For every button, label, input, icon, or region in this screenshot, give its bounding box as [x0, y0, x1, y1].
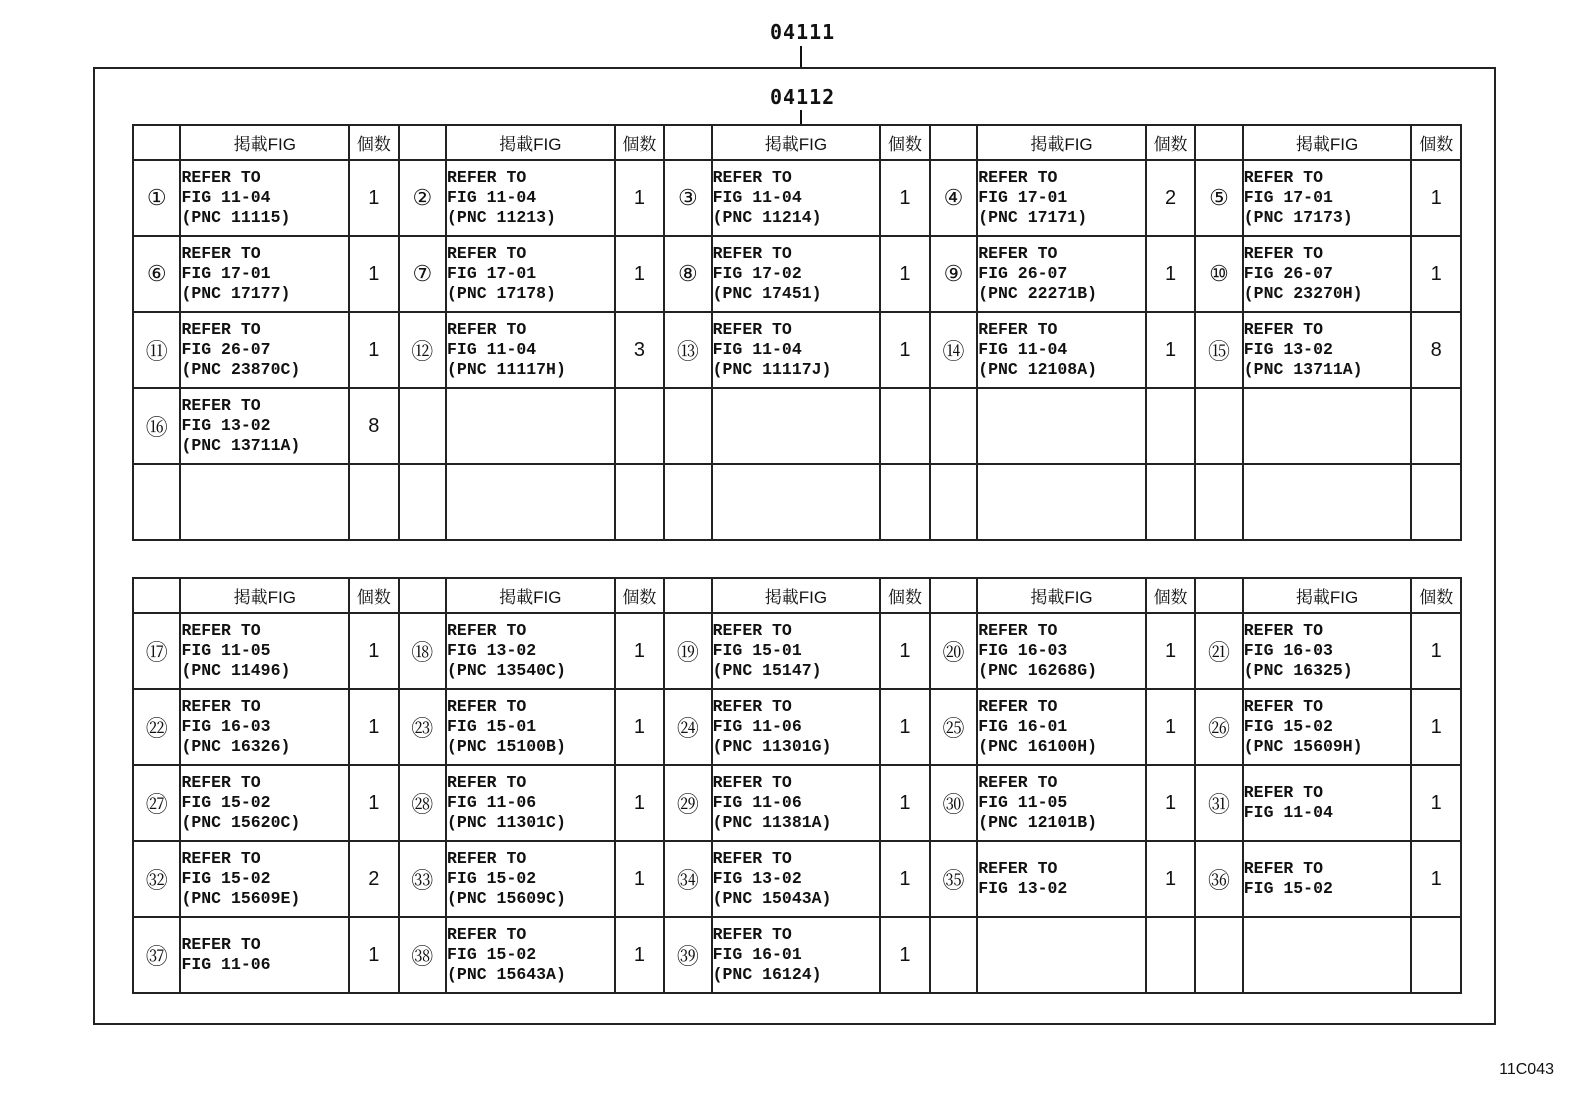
header-number-cell	[930, 578, 977, 613]
fig-reference	[977, 464, 1146, 540]
quantity: 1	[880, 236, 929, 312]
quantity: 1	[1146, 841, 1195, 917]
header-number-cell	[930, 125, 977, 160]
quantity	[880, 464, 929, 540]
parts-table-bottom	[132, 577, 1462, 994]
fig-reference: REFER TO FIG 17-01 (PNC 17171)	[977, 160, 1146, 236]
item-number: ⑯	[133, 388, 180, 464]
fig-reference	[446, 464, 615, 540]
header-number-cell	[1195, 578, 1242, 613]
item-number	[930, 917, 977, 993]
fig-reference	[446, 388, 615, 464]
fig-reference: REFER TO FIG 13-02 (PNC 13540C)	[446, 613, 615, 689]
header-qty: 個数	[1146, 578, 1195, 613]
item-number: ㉝	[399, 841, 446, 917]
fig-reference: REFER TO FIG 17-02 (PNC 17451)	[712, 236, 881, 312]
item-number: ㉒	[133, 689, 180, 765]
table-row	[133, 689, 1461, 765]
item-number	[1195, 388, 1242, 464]
fig-reference	[712, 464, 881, 540]
fig-reference: REFER TO FIG 15-01 (PNC 15100B)	[446, 689, 615, 765]
fig-reference: REFER TO FIG 11-04	[1243, 765, 1412, 841]
fig-reference: REFER TO FIG 15-02 (PNC 15609E)	[180, 841, 349, 917]
item-number: ㉗	[133, 765, 180, 841]
quantity: 1	[349, 160, 398, 236]
item-number: ⑲	[664, 613, 711, 689]
quantity: 2	[1146, 160, 1195, 236]
quantity	[1411, 388, 1461, 464]
header-number-cell	[664, 578, 711, 613]
item-number	[930, 388, 977, 464]
quantity: 1	[1411, 613, 1461, 689]
quantity: 1	[1146, 312, 1195, 388]
header-number-cell	[133, 578, 180, 613]
quantity	[1146, 917, 1195, 993]
quantity: 1	[349, 613, 398, 689]
fig-reference: REFER TO FIG 11-04 (PNC 11115)	[180, 160, 349, 236]
fig-reference	[977, 388, 1146, 464]
header-qty: 個数	[880, 125, 929, 160]
fig-reference	[180, 464, 349, 540]
quantity	[349, 464, 398, 540]
fig-reference: REFER TO FIG 11-06 (PNC 11301C)	[446, 765, 615, 841]
fig-reference: REFER TO FIG 17-01 (PNC 17178)	[446, 236, 615, 312]
outer-assembly-code: 04111	[770, 20, 836, 44]
figure-id: 11C043	[1499, 1061, 1554, 1078]
fig-reference	[1243, 917, 1412, 993]
quantity: 1	[1411, 841, 1461, 917]
item-number	[1195, 464, 1242, 540]
quantity: 1	[880, 765, 929, 841]
fig-reference: REFER TO FIG 15-02 (PNC 15643A)	[446, 917, 615, 993]
header-qty: 個数	[1411, 125, 1461, 160]
item-number: ㉚	[930, 765, 977, 841]
fig-reference: REFER TO FIG 11-04 (PNC 11214)	[712, 160, 881, 236]
fig-reference	[712, 388, 881, 464]
item-number: ①	[133, 160, 180, 236]
item-number	[664, 464, 711, 540]
quantity: 1	[615, 765, 664, 841]
fig-reference: REFER TO FIG 15-02 (PNC 15620C)	[180, 765, 349, 841]
fig-reference: REFER TO FIG 11-05 (PNC 11496)	[180, 613, 349, 689]
table-row	[133, 917, 1461, 993]
item-number: ⑪	[133, 312, 180, 388]
item-number: ㉕	[930, 689, 977, 765]
item-number: ⑩	[1195, 236, 1242, 312]
quantity: 1	[349, 689, 398, 765]
quantity	[880, 388, 929, 464]
item-number: ⑱	[399, 613, 446, 689]
item-number: ⑫	[399, 312, 446, 388]
table-row	[133, 236, 1461, 312]
fig-reference: REFER TO FIG 13-02	[977, 841, 1146, 917]
item-number	[399, 464, 446, 540]
fig-reference: REFER TO FIG 16-03 (PNC 16268G)	[977, 613, 1146, 689]
quantity: 1	[349, 312, 398, 388]
fig-reference: REFER TO FIG 16-03 (PNC 16325)	[1243, 613, 1412, 689]
quantity: 1	[880, 613, 929, 689]
item-number	[133, 464, 180, 540]
item-number: ㉙	[664, 765, 711, 841]
fig-reference: REFER TO FIG 11-04 (PNC 12108A)	[977, 312, 1146, 388]
fig-reference: REFER TO FIG 17-01 (PNC 17177)	[180, 236, 349, 312]
header-fig: 掲載FIG	[446, 578, 615, 613]
item-number: ㊱	[1195, 841, 1242, 917]
quantity: 1	[880, 917, 929, 993]
item-number: ⑳	[930, 613, 977, 689]
item-number: ㉘	[399, 765, 446, 841]
outer-leader-line	[800, 46, 802, 67]
item-number	[664, 388, 711, 464]
header-number-cell	[399, 578, 446, 613]
quantity	[1146, 464, 1195, 540]
fig-reference: REFER TO FIG 16-01 (PNC 16124)	[712, 917, 881, 993]
item-number: ㊳	[399, 917, 446, 993]
quantity: 8	[349, 388, 398, 464]
parts-table-top	[132, 124, 1462, 541]
fig-reference: REFER TO FIG 11-06	[180, 917, 349, 993]
quantity: 1	[1146, 613, 1195, 689]
item-number: ㉟	[930, 841, 977, 917]
quantity: 1	[1146, 689, 1195, 765]
header-row	[133, 578, 1461, 613]
header-qty: 個数	[1146, 125, 1195, 160]
item-number: ⑦	[399, 236, 446, 312]
table-row	[133, 160, 1461, 236]
item-number: ⑥	[133, 236, 180, 312]
quantity: 1	[1411, 160, 1461, 236]
header-qty: 個数	[349, 125, 398, 160]
item-number: ㉑	[1195, 613, 1242, 689]
item-number: ㉞	[664, 841, 711, 917]
item-number: ④	[930, 160, 977, 236]
item-number: ②	[399, 160, 446, 236]
header-number-cell	[664, 125, 711, 160]
fig-reference: REFER TO FIG 11-04 (PNC 11213)	[446, 160, 615, 236]
item-number: ⑧	[664, 236, 711, 312]
quantity: 1	[1411, 689, 1461, 765]
item-number: ㉔	[664, 689, 711, 765]
quantity: 1	[349, 917, 398, 993]
header-fig: 掲載FIG	[977, 578, 1146, 613]
quantity: 1	[880, 841, 929, 917]
quantity	[615, 464, 664, 540]
header-fig: 掲載FIG	[712, 125, 881, 160]
quantity	[1146, 388, 1195, 464]
quantity: 1	[880, 160, 929, 236]
quantity: 3	[615, 312, 664, 388]
fig-reference: REFER TO FIG 15-02	[1243, 841, 1412, 917]
inner-leader-line	[800, 110, 802, 125]
fig-reference: REFER TO FIG 13-02 (PNC 13711A)	[180, 388, 349, 464]
fig-reference: REFER TO FIG 17-01 (PNC 17173)	[1243, 160, 1412, 236]
header-qty: 個数	[349, 578, 398, 613]
table-row	[133, 312, 1461, 388]
item-number	[930, 464, 977, 540]
quantity: 1	[1411, 765, 1461, 841]
header-fig: 掲載FIG	[1243, 125, 1412, 160]
fig-reference	[977, 917, 1146, 993]
header-qty: 個数	[880, 578, 929, 613]
fig-reference: REFER TO FIG 13-02 (PNC 15043A)	[712, 841, 881, 917]
quantity: 1	[880, 312, 929, 388]
quantity: 8	[1411, 312, 1461, 388]
header-fig: 掲載FIG	[180, 125, 349, 160]
quantity	[615, 388, 664, 464]
header-fig: 掲載FIG	[712, 578, 881, 613]
item-number: ㊲	[133, 917, 180, 993]
fig-reference: REFER TO FIG 16-01 (PNC 16100H)	[977, 689, 1146, 765]
fig-reference: REFER TO FIG 11-05 (PNC 12101B)	[977, 765, 1146, 841]
header-qty: 個数	[615, 125, 664, 160]
fig-reference: REFER TO FIG 26-07 (PNC 23870C)	[180, 312, 349, 388]
fig-reference	[1243, 464, 1412, 540]
fig-reference: REFER TO FIG 16-03 (PNC 16326)	[180, 689, 349, 765]
item-number: ⑮	[1195, 312, 1242, 388]
item-number	[1195, 917, 1242, 993]
table-row	[133, 765, 1461, 841]
item-number: ⑤	[1195, 160, 1242, 236]
quantity: 1	[1146, 765, 1195, 841]
quantity: 1	[349, 236, 398, 312]
item-number: ㉓	[399, 689, 446, 765]
quantity: 1	[615, 917, 664, 993]
header-fig: 掲載FIG	[1243, 578, 1412, 613]
header-fig: 掲載FIG	[180, 578, 349, 613]
quantity: 1	[1411, 236, 1461, 312]
fig-reference: REFER TO FIG 15-02 (PNC 15609H)	[1243, 689, 1412, 765]
table-row	[133, 613, 1461, 689]
item-number: ㉖	[1195, 689, 1242, 765]
table-row	[133, 464, 1461, 540]
fig-reference: REFER TO FIG 11-04 (PNC 11117H)	[446, 312, 615, 388]
quantity: 1	[349, 765, 398, 841]
fig-reference: REFER TO FIG 11-04 (PNC 11117J)	[712, 312, 881, 388]
fig-reference: REFER TO FIG 26-07 (PNC 22271B)	[977, 236, 1146, 312]
table-row	[133, 388, 1461, 464]
header-qty: 個数	[615, 578, 664, 613]
quantity: 1	[1146, 236, 1195, 312]
header-number-cell	[399, 125, 446, 160]
quantity: 1	[615, 236, 664, 312]
quantity: 1	[615, 613, 664, 689]
fig-reference: REFER TO FIG 13-02 (PNC 13711A)	[1243, 312, 1412, 388]
fig-reference: REFER TO FIG 15-01 (PNC 15147)	[712, 613, 881, 689]
item-number	[399, 388, 446, 464]
inner-assembly-code: 04112	[770, 85, 836, 109]
item-number: ⑭	[930, 312, 977, 388]
item-number: ㉛	[1195, 765, 1242, 841]
fig-reference: REFER TO FIG 26-07 (PNC 23270H)	[1243, 236, 1412, 312]
quantity: 1	[615, 689, 664, 765]
header-row	[133, 125, 1461, 160]
fig-reference: REFER TO FIG 11-06 (PNC 11301G)	[712, 689, 881, 765]
quantity	[1411, 917, 1461, 993]
header-number-cell	[1195, 125, 1242, 160]
quantity	[1411, 464, 1461, 540]
quantity: 1	[880, 689, 929, 765]
item-number: ③	[664, 160, 711, 236]
quantity: 2	[349, 841, 398, 917]
quantity: 1	[615, 841, 664, 917]
item-number: ㊴	[664, 917, 711, 993]
header-number-cell	[133, 125, 180, 160]
item-number: ⑰	[133, 613, 180, 689]
quantity: 1	[615, 160, 664, 236]
item-number: ⑬	[664, 312, 711, 388]
fig-reference: REFER TO FIG 15-02 (PNC 15609C)	[446, 841, 615, 917]
header-fig: 掲載FIG	[446, 125, 615, 160]
header-qty: 個数	[1411, 578, 1461, 613]
table-row	[133, 841, 1461, 917]
fig-reference	[1243, 388, 1412, 464]
item-number: ㉜	[133, 841, 180, 917]
item-number: ⑨	[930, 236, 977, 312]
fig-reference: REFER TO FIG 11-06 (PNC 11381A)	[712, 765, 881, 841]
header-fig: 掲載FIG	[977, 125, 1146, 160]
